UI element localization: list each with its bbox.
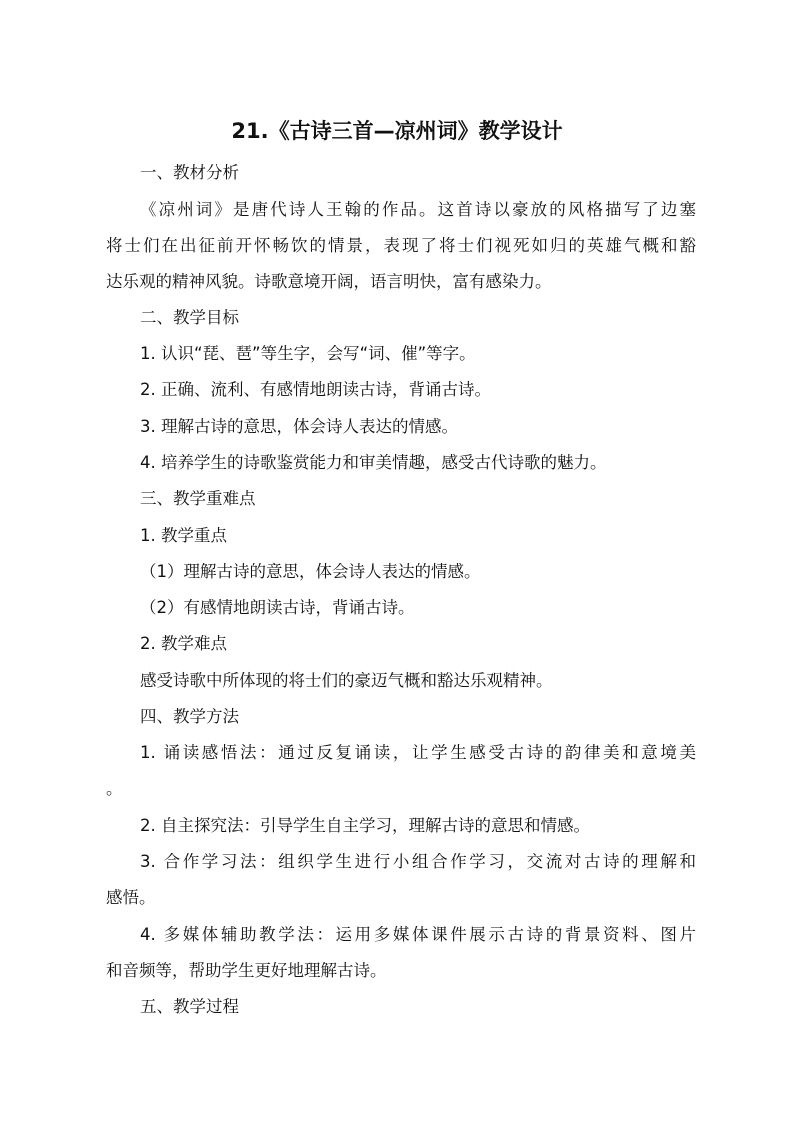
section-heading-materials: 一、教材分析 [140,163,239,182]
list-item-continuation: 感悟。 [106,888,156,907]
page-title: 21.《古诗三首—凉州词》教学设计 [231,119,563,143]
list-item-continuation: 。 [106,779,123,798]
list-item: 3. 合作学习法：组织学生进行小组合作学习，交流对古诗的理解和 [140,852,696,871]
subheading-difficulty: 2. 教学难点 [140,634,227,653]
list-item: 4. 培养学生的诗歌鉴赏能力和审美情趣，感受古代诗歌的魅力。 [140,453,607,472]
list-item: （1）理解古诗的意思，体会诗人表达的情感。 [140,562,481,581]
list-item: （2）有感情地朗读古诗，背诵古诗。 [140,598,415,617]
list-item: 4. 多媒体辅助教学法：运用多媒体课件展示古诗的背景资料、图片 [140,925,696,944]
paragraph-line: 达乐观的精神风貌。诗歌意境开阔，语言明快，富有感染力。 [106,272,552,291]
paragraph-line: 将士们在出征前开怀畅饮的情景，表现了将士们视死如归的英雄气概和豁 [106,236,696,255]
section-heading-methods: 四、教学方法 [140,707,239,726]
list-item: 2. 正确、流利、有感情地朗读古诗，背诵古诗。 [140,380,491,399]
paragraph-line: 《凉州词》是唐代诗人王翰的作品。这首诗以豪放的风格描写了边塞 [140,200,696,219]
list-item-continuation: 和音频等，帮助学生更好地理解古诗。 [106,961,387,980]
paragraph-line: 感受诗歌中所体现的将士们的豪迈气概和豁达乐观精神。 [140,671,553,690]
list-item: 1. 诵读感悟法：通过反复诵读，让学生感受古诗的韵律美和意境美 [140,743,696,762]
list-item: 3. 理解古诗的意思，体会诗人表达的情感。 [140,417,458,436]
section-heading-objectives: 二、教学目标 [140,308,239,327]
subheading-focus: 1. 教学重点 [140,526,227,545]
section-heading-process: 五、教学过程 [140,997,239,1016]
section-heading-key-points: 三、教学重难点 [140,489,256,508]
list-item: 1. 认识“琵、琶”等生字，会写“词、催”等字。 [140,344,476,363]
list-item: 2. 自主探究法：引导学生自主学习，理解古诗的意思和情感。 [140,816,590,835]
